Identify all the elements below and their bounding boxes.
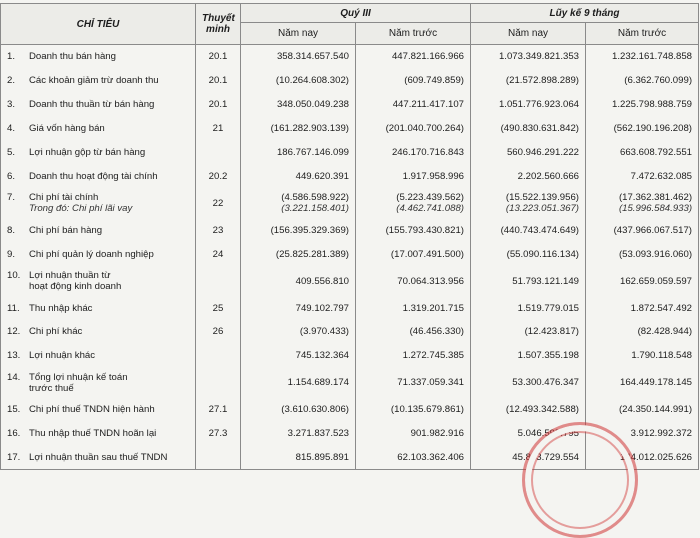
row-label-line2: hoạt động kinh doanh — [29, 281, 122, 293]
ytd-prev-year-cell — [586, 69, 699, 93]
ytd-prev-year-cell — [586, 218, 699, 242]
row-name-cell — [1, 93, 196, 117]
row-note-cell: 22 — [196, 188, 241, 218]
table-row — [1, 218, 699, 242]
ytd-this-year-cell — [471, 117, 586, 141]
ytd-prev-year-cell — [586, 141, 699, 165]
row-sublabel: Trong đó: Chi phí lãi vay — [29, 203, 133, 215]
ytd-this-year-cell — [471, 320, 586, 344]
row-note-cell — [196, 266, 241, 296]
ytd-prev-year-cell — [586, 368, 699, 398]
value: 815.895.891 — [295, 452, 349, 464]
value: (609.749.859) — [404, 75, 464, 87]
table-row — [1, 422, 699, 446]
row-note-cell: 23 — [196, 218, 241, 242]
value: (12.493.342.588) — [505, 404, 579, 416]
value: (161.282.903.139) — [270, 123, 349, 135]
value: (3.610.630.806) — [281, 404, 349, 416]
row-name-cell — [1, 218, 196, 242]
value: 62.103.362.406 — [397, 452, 464, 464]
quarter-prev-year-cell — [356, 93, 471, 117]
quarter-this-year-cell — [241, 446, 356, 470]
quarter-this-year-cell — [241, 45, 356, 69]
value: 447.211.417.107 — [392, 99, 464, 111]
ytd-this-year-cell — [471, 446, 586, 470]
value: 409.556.810 — [295, 275, 349, 287]
value: 749.102.797 — [295, 302, 349, 314]
value: 3.271.837.523 — [287, 428, 349, 440]
ytd-prev-year-cell — [586, 117, 699, 141]
quarter-prev-year-cell — [356, 242, 471, 266]
quarter-prev-year-cell — [356, 320, 471, 344]
table-row — [1, 368, 699, 398]
table-row — [1, 320, 699, 344]
sub-value: (3.221.158.401) — [281, 203, 349, 215]
value: (24.350.144.991) — [618, 404, 693, 416]
quarter-prev-year-cell — [356, 266, 471, 296]
ytd-this-year-cell — [471, 368, 586, 398]
quarter-prev-year-cell — [356, 344, 471, 368]
table-row — [1, 344, 699, 368]
value: 71.337.059.341 — [397, 377, 464, 389]
value: 1.225.798.988.759 — [611, 99, 693, 111]
quarter-this-year-cell — [241, 218, 356, 242]
row-index: 16. — [7, 428, 21, 440]
row-label: Lợi nhuận gộp từ bán hàng — [29, 147, 146, 158]
row-label: Chi phí thuế TNDN hiện hành — [29, 404, 155, 416]
row-index: 4. — [7, 123, 16, 135]
value: (490.830.631.842) — [500, 123, 579, 135]
value: 663.608.792.551 — [619, 147, 693, 158]
value: (17.007.491.500) — [390, 248, 464, 260]
row-note-cell: 24 — [196, 242, 241, 266]
row-index: 3. — [7, 99, 16, 111]
value: 1.051.776.923.064 — [498, 99, 579, 111]
quarter-this-year-cell — [241, 368, 356, 398]
value: 45.853.729.554 — [512, 452, 579, 464]
ytd-prev-year-cell — [586, 164, 699, 188]
row-index: 1. — [7, 51, 16, 63]
row-note-cell — [196, 368, 241, 398]
quarter-this-year-cell — [241, 69, 356, 93]
note-header: Thuyết minh — [196, 4, 241, 45]
row-note-cell: 25 — [196, 296, 241, 320]
row-label: Lợi nhuận thuần từ — [29, 270, 111, 282]
value: (25.825.281.389) — [275, 248, 349, 260]
value: 901.982.916 — [410, 428, 464, 440]
quarter-this-year-cell — [241, 242, 356, 266]
ytd-this-year-cell — [471, 141, 586, 165]
row-note-cell — [196, 446, 241, 470]
quarter-header: Quý III — [241, 4, 471, 23]
row-name-cell — [1, 296, 196, 320]
ytd-prev-year-cell — [586, 266, 699, 296]
ytd-prev-year-cell — [586, 344, 699, 368]
value: (562.190.196.208) — [613, 123, 693, 135]
row-label: Thu nhập thuế TNDN hoãn lại — [29, 428, 157, 440]
value: 1.507.355.198 — [517, 350, 579, 362]
value: 3.912.992.372 — [630, 428, 693, 440]
row-note-cell: 20.1 — [196, 45, 241, 69]
value: 5.046.595.795 — [517, 428, 579, 440]
row-note-cell: 27.1 — [196, 398, 241, 422]
row-label-line2: trước thuế — [29, 382, 74, 394]
value: (3.970.433) — [299, 326, 349, 338]
value: (6.362.760.099) — [624, 75, 693, 87]
table-row — [1, 296, 699, 320]
ytd-prev-year-cell — [586, 242, 699, 266]
sub-value: (4.462.741.088) — [396, 203, 464, 215]
table-row — [1, 164, 699, 188]
row-index: 13. — [7, 350, 21, 362]
row-index: 10. — [7, 270, 21, 282]
value: (21.572.898.289) — [505, 75, 579, 87]
ytd-this-year-header: Năm nay — [471, 23, 586, 45]
row-label: Doanh thu thuần từ bán hàng — [29, 99, 155, 111]
indicator-header: CHỈ TIÊU — [1, 4, 196, 45]
quarter-prev-year-cell — [356, 117, 471, 141]
row-name-cell — [1, 69, 196, 93]
ytd-this-year-cell — [471, 242, 586, 266]
value: 164.449.178.145 — [619, 377, 693, 389]
ytd-this-year-cell — [471, 164, 586, 188]
value: 447.821.166.966 — [391, 51, 464, 63]
quarter-prev-year-cell — [356, 398, 471, 422]
value: (437.966.067.517) — [613, 224, 693, 236]
row-label: Chi phí khác — [29, 326, 83, 338]
value: 70.064.313.956 — [397, 275, 464, 287]
ytd-prev-year-header: Năm trước — [586, 23, 699, 45]
ytd-prev-year-cell — [586, 296, 699, 320]
quarter-this-year-cell — [241, 188, 356, 218]
table-row — [1, 398, 699, 422]
quarter-prev-year-cell — [356, 218, 471, 242]
value: (55.090.116.134) — [506, 248, 579, 260]
quarter-this-year-header: Năm nay — [241, 23, 356, 45]
table-row — [1, 188, 699, 218]
value: 449.620.391 — [295, 170, 349, 182]
quarter-prev-year-cell — [356, 69, 471, 93]
value: (156.395.329.369) — [270, 224, 349, 236]
table-row — [1, 141, 699, 165]
row-name-cell — [1, 117, 196, 141]
row-note-cell: 20.1 — [196, 69, 241, 93]
row-name-cell — [1, 188, 196, 218]
row-index: 17. — [7, 452, 21, 464]
row-name-cell — [1, 164, 196, 188]
ytd-this-year-cell — [471, 188, 586, 218]
sub-value: (15.996.584.933) — [618, 203, 693, 215]
value: (201.040.700.264) — [385, 123, 464, 135]
value: (53.093.916.060) — [618, 248, 693, 260]
row-label: Chi phí bán hàng — [29, 224, 103, 236]
row-name-cell — [1, 45, 196, 69]
row-label: Thu nhập khác — [29, 302, 93, 314]
row-index: 6. — [7, 170, 16, 182]
quarter-this-year-cell — [241, 266, 356, 296]
ytd-this-year-cell — [471, 344, 586, 368]
ytd-prev-year-cell — [586, 45, 699, 69]
value: 144.012.025.626 — [619, 452, 693, 464]
value: 162.659.059.597 — [619, 275, 693, 287]
quarter-this-year-cell — [241, 164, 356, 188]
ytd-this-year-cell — [471, 296, 586, 320]
quarter-this-year-cell — [241, 320, 356, 344]
value: 246.170.716.843 — [391, 147, 464, 158]
value: 2.202.560.666 — [517, 170, 579, 182]
value: (17.362.381.462) — [618, 192, 693, 204]
value: (10.135.679.861) — [390, 404, 464, 416]
table-row — [1, 45, 699, 69]
table-row — [1, 117, 699, 141]
value: 1.232.161.748.858 — [611, 51, 693, 63]
row-label: Chi phí quản lý doanh nghiệp — [29, 248, 154, 260]
quarter-prev-year-cell — [356, 446, 471, 470]
row-note-cell: 21 — [196, 117, 241, 141]
ytd-prev-year-cell — [586, 422, 699, 446]
row-index: 8. — [7, 224, 16, 236]
row-label: Doanh thu bán hàng — [29, 51, 116, 63]
row-name-cell — [1, 320, 196, 344]
quarter-this-year-cell — [241, 422, 356, 446]
row-note-cell: 20.2 — [196, 164, 241, 188]
value: (5.223.439.562) — [396, 192, 464, 204]
value: (15.522.139.956) — [505, 192, 579, 204]
row-index: 2. — [7, 75, 16, 87]
row-index: 12. — [7, 326, 21, 338]
value: 51.793.121.149 — [512, 275, 579, 287]
value: (10.264.608.302) — [275, 75, 349, 87]
row-name-cell — [1, 446, 196, 470]
quarter-this-year-cell — [241, 398, 356, 422]
row-label: Lợi nhuận thuần sau thuế TNDN — [29, 452, 168, 464]
value: 1.872.547.492 — [630, 302, 693, 314]
ytd-header: Lũy kế 9 tháng — [471, 4, 699, 23]
table-row — [1, 69, 699, 93]
value: 7.472.632.085 — [630, 170, 693, 182]
quarter-this-year-cell — [241, 93, 356, 117]
row-note-cell: 26 — [196, 320, 241, 344]
income-statement-table — [0, 3, 699, 470]
row-index: 5. — [7, 147, 16, 158]
ytd-this-year-cell — [471, 398, 586, 422]
quarter-this-year-cell — [241, 141, 356, 165]
value: 745.132.364 — [295, 350, 349, 362]
quarter-prev-year-cell — [356, 45, 471, 69]
row-note-cell: 27.3 — [196, 422, 241, 446]
value: 1.917.958.996 — [402, 170, 464, 182]
value: 348.050.049.238 — [276, 99, 349, 111]
row-name-cell — [1, 398, 196, 422]
ytd-this-year-cell — [471, 218, 586, 242]
row-index: 14. — [7, 371, 21, 383]
value: 1.519.779.015 — [517, 302, 579, 314]
row-name-cell — [1, 368, 196, 398]
value: 1.272.745.385 — [402, 350, 464, 362]
row-note-cell — [196, 141, 241, 165]
value: 1.073.349.821.353 — [498, 51, 579, 63]
quarter-prev-year-cell — [356, 188, 471, 218]
row-name-cell — [1, 344, 196, 368]
row-label: Lợi nhuận khác — [29, 350, 96, 362]
ytd-prev-year-cell — [586, 446, 699, 470]
value: (155.793.430.821) — [385, 224, 464, 236]
ytd-prev-year-cell — [586, 93, 699, 117]
table-row — [1, 93, 699, 117]
ytd-this-year-cell — [471, 93, 586, 117]
row-label: Các khoản giảm trừ doanh thu — [29, 75, 159, 87]
row-name-cell — [1, 141, 196, 165]
value: 1.319.201.715 — [402, 302, 464, 314]
ytd-this-year-cell — [471, 422, 586, 446]
quarter-prev-year-cell — [356, 422, 471, 446]
row-index: 7. — [7, 192, 16, 204]
quarter-prev-year-header: Năm trước — [356, 23, 471, 45]
row-name-cell — [1, 266, 196, 296]
value: 1.790.118.548 — [631, 350, 693, 362]
row-label: Tổng lợi nhuận kế toán — [29, 371, 128, 383]
ytd-this-year-cell — [471, 266, 586, 296]
quarter-this-year-cell — [241, 117, 356, 141]
row-name-cell — [1, 422, 196, 446]
ytd-this-year-cell — [471, 45, 586, 69]
row-index: 9. — [7, 248, 16, 260]
row-index: 11. — [7, 302, 20, 314]
value: (4.586.598.922) — [281, 192, 349, 204]
table-row — [1, 242, 699, 266]
table-row — [1, 266, 699, 296]
value: (46.456.330) — [409, 326, 464, 338]
value: 1.154.689.174 — [287, 377, 349, 389]
ytd-prev-year-cell — [586, 320, 699, 344]
row-note-cell: 20.1 — [196, 93, 241, 117]
row-label: Doanh thu hoạt động tài chính — [29, 170, 158, 182]
value: 53.300.476.347 — [512, 377, 579, 389]
row-note-cell — [196, 344, 241, 368]
value: (82.428.944) — [637, 326, 693, 338]
sub-value: (13.223.051.367) — [505, 203, 579, 215]
quarter-prev-year-cell — [356, 164, 471, 188]
quarter-prev-year-cell — [356, 141, 471, 165]
row-name-cell — [1, 242, 196, 266]
ytd-this-year-cell — [471, 69, 586, 93]
quarter-prev-year-cell — [356, 368, 471, 398]
value: (440.743.474.649) — [500, 224, 579, 236]
ytd-prev-year-cell — [586, 188, 699, 218]
value: 358.314.657.540 — [276, 51, 349, 63]
table-row — [1, 446, 699, 470]
quarter-this-year-cell — [241, 344, 356, 368]
value: (12.423.817) — [524, 326, 579, 338]
row-label: Giá vốn hàng bán — [29, 123, 105, 135]
ytd-prev-year-cell — [586, 398, 699, 422]
row-index: 15. — [7, 404, 21, 416]
quarter-this-year-cell — [241, 296, 356, 320]
value: 560.946.291.222 — [506, 147, 579, 158]
row-label: Chi phí tài chính — [29, 192, 99, 204]
quarter-prev-year-cell — [356, 296, 471, 320]
value: 186.767.146.099 — [276, 147, 349, 158]
